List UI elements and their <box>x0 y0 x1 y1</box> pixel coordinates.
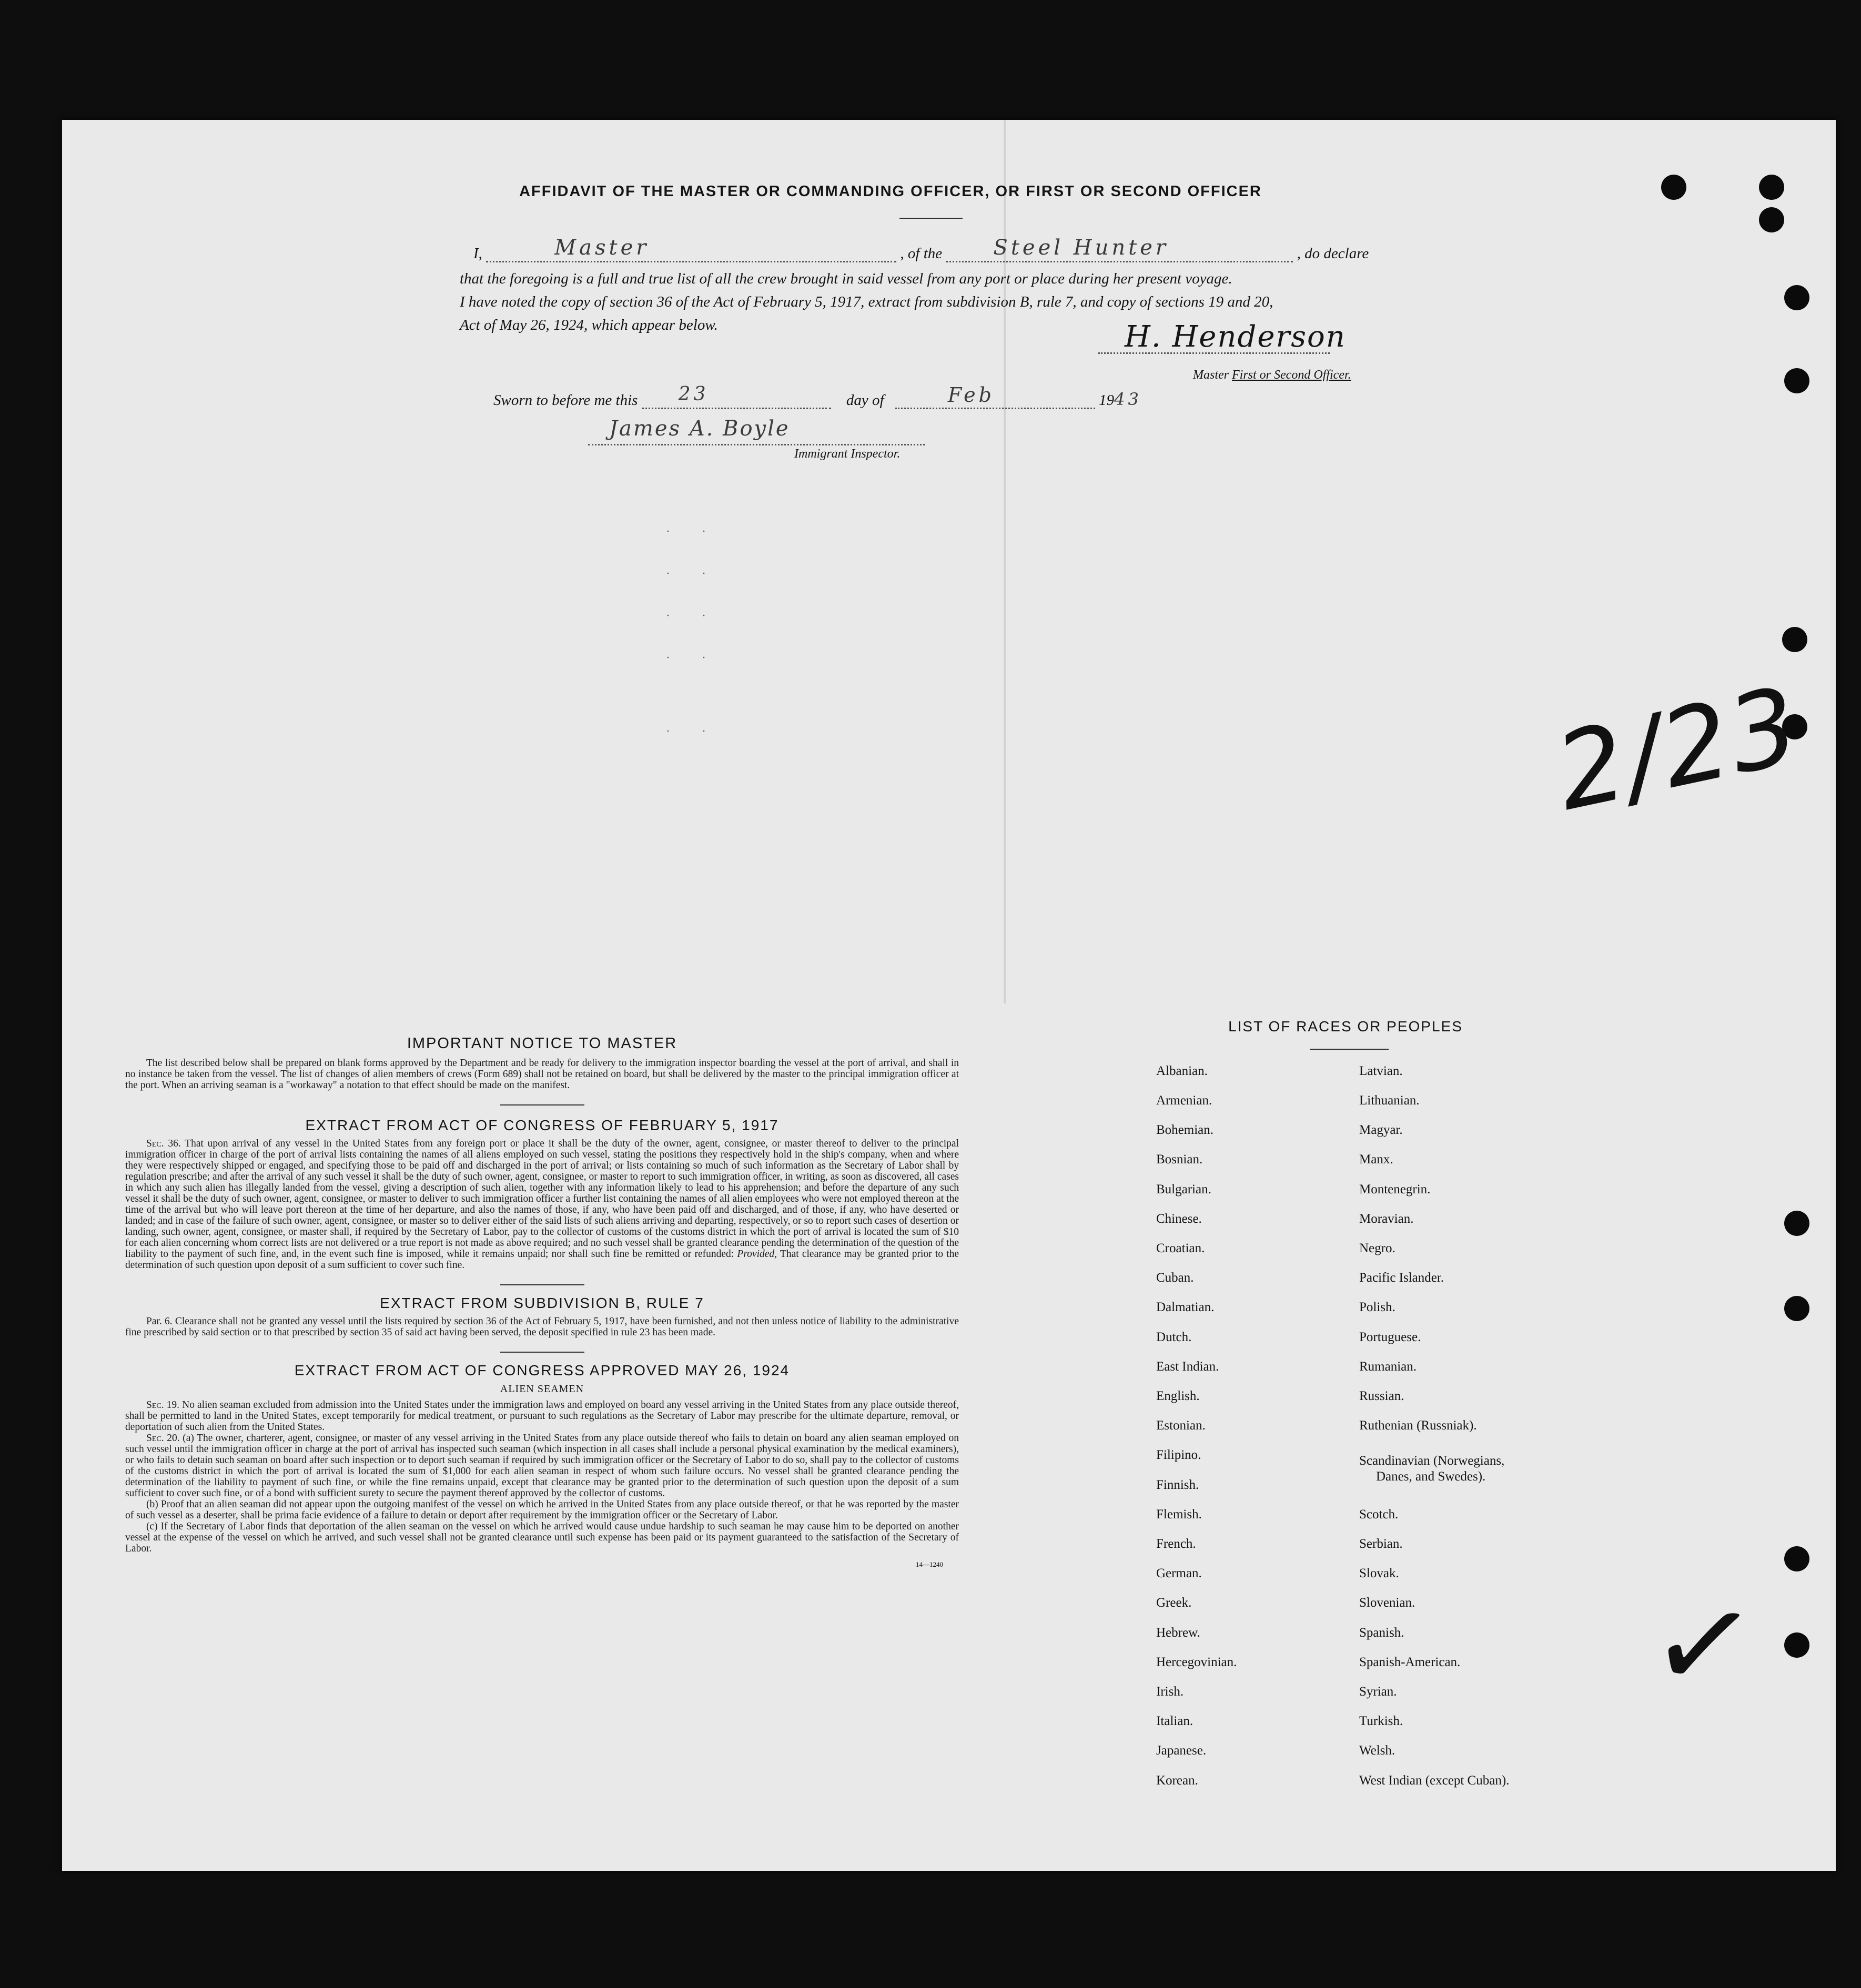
race-right-item: Ruthenian (Russniak). <box>1359 1418 1477 1433</box>
race-right-item: Danes, and Swedes). <box>1376 1469 1486 1484</box>
sec20a <box>125 1433 959 1499</box>
race-left-item: Irish. <box>1156 1685 1184 1699</box>
master-caption <box>1193 368 1351 382</box>
affidavit-title: AFFIDAVIT OF THE MASTER OR COMMANDING OFFICER, OR FIRST OR SECOND OFFICER <box>519 183 1262 200</box>
race-left-item: Croatian. <box>1156 1241 1205 1255</box>
of-the-label: , of the <box>900 245 943 262</box>
divider <box>899 218 963 219</box>
notice-title: IMPORTANT NOTICE TO MASTER <box>407 1035 677 1052</box>
punch-hole <box>1784 1211 1809 1236</box>
race-right-item: Turkish. <box>1359 1714 1403 1728</box>
speck: · · <box>666 609 706 623</box>
races-title: LIST OF RACES OR PEOPLES <box>1228 1018 1463 1034</box>
race-right-item: Negro. <box>1359 1241 1395 1255</box>
sec19 <box>125 1399 959 1433</box>
extract-rule7-title: EXTRACT FROM SUBDIVISION B, RULE 7 <box>380 1295 704 1311</box>
race-left-item: Flemish. <box>1156 1507 1202 1522</box>
punch-hole <box>1784 1296 1809 1321</box>
race-right-item: West Indian (except Cuban). <box>1359 1773 1510 1788</box>
affidavit-line4: Act of May 26, 1924, which appear below. <box>460 317 718 333</box>
sworn-day-field <box>642 383 831 409</box>
extract-1917-title: EXTRACT FROM ACT OF CONGRESS OF FEBRUARY 5, 1917 <box>305 1117 779 1133</box>
race-right-item: Serbian. <box>1359 1537 1403 1551</box>
speck: · · <box>666 725 706 738</box>
race-right-item: Spanish. <box>1359 1626 1404 1640</box>
race-left-item: Japanese. <box>1156 1743 1207 1758</box>
extract-1924-title: EXTRACT FROM ACT OF CONGRESS APPROVED MAY 26, 1924 <box>294 1362 790 1378</box>
sec20-label: Sec. 20. <box>146 1433 180 1444</box>
race-right-item: Russian. <box>1359 1389 1404 1403</box>
extract-rule7-body: Par. 6. Clearance shall not be granted any vessel until the lists required by section 36 of the Act of February 5, 1917, have been furnished, and not then unless notice of liability to the administrative fine prescribed by said section or to that prescribed by section 35 of said act having been served, the deposit specified in rule 23 has been made. <box>125 1316 959 1338</box>
margin-date-handwritten: 2/23 <box>1545 664 1811 835</box>
extract-1924-subtitle: ALIEN SEAMEN <box>500 1383 584 1395</box>
vessel-field <box>946 236 1293 262</box>
race-left-item: Estonian. <box>1156 1418 1206 1433</box>
race-right-item: Lithuanian. <box>1359 1093 1420 1108</box>
vessel-handwritten: Steel Hunter <box>993 236 1169 260</box>
name-handwritten: Master <box>554 236 650 260</box>
inspector-caption: Immigrant Inspector. <box>794 447 901 461</box>
master-caption-prefix: Master <box>1193 368 1229 382</box>
race-left-item: Greek. <box>1156 1596 1192 1610</box>
race-left-item: Hebrew. <box>1156 1626 1200 1640</box>
race-right-item: Portuguese. <box>1359 1330 1421 1344</box>
divider <box>500 1104 584 1105</box>
speck: · · <box>666 567 706 581</box>
race-right-item: Scandinavian (Norwegians, <box>1359 1454 1505 1468</box>
race-right-item: Slovenian. <box>1359 1596 1415 1610</box>
divider <box>1310 1049 1389 1050</box>
race-left-item: Dalmatian. <box>1156 1300 1215 1314</box>
inspector-line <box>588 444 925 445</box>
sec19-text: No alien seaman excluded from admission into the United States under the immigration laws and employed on board any vessel arriving in the United States from any place outside thereof, shall be permitted to land in the United States, except temporarily for medical treatment, or pursuant to such regulations as the Secretary of Labor may prescribe for the ultimate departure, removal, or deportation of such alien from the United States. <box>125 1399 959 1433</box>
race-right-item: Latvian. <box>1359 1064 1403 1078</box>
sec36-text: That upon arrival of any vessel in the United States from any foreign port or place it shall be the duty of the owner, agent, consignee, or master thereof to deliver to the principal immigration officer in charge of the port of arrival lists containing the names of all aliens employed on such vessel, stating the positions they respectively hold in the ship's company, when and where they were respectively shipped or engaged, and specifying those to be paid off and discharged in the port of arrival; or lists containing so much of such information as the Secretary of Labor shall by regulation prescribe; and after the arrival of any such vessel it shall be the duty of such owner, agent, consignee, or master to report to such immigration officer, in writing, as soon as discovered, all cases in which any such alien has illegally landed from the vessel, giving a description of such alien, together with any information likely to lead to his apprehension; and before the departure of any such vessel it shall be the duty of such owner, agent, consignee, or master to deliver to such immigration officer a further list containing the names of all alien employees who were not employed thereon at the time of the arrival but who will leave port thereon at the time of her departure, and also the names of those, if any, who have been paid off and discharged, and of those, if any, who have deserted or landed; and in case of the failure of such owner, agent, consignee, or master so to deliver either of the said lists of such aliens arriving and departing, respectively, or so to report such cases of desertion or landing, such owner, agent, consignee, or master shall, if required by the Secretary of Labor, pay to the collector of customs of the customs district in which the port of arrival is located the sum of $10 for each alien concerning whom correct lists are not delivered or a true report is not made as above required; and no such vessel shall be granted clearance pending the determination of the question of the liability to the payment of such fine, and, in the event such fine is imposed, while it remains unpaid; nor shall such fine be remitted or refunded: <box>125 1138 959 1260</box>
race-left-item: Bulgarian. <box>1156 1182 1211 1196</box>
race-right-item: Montenegrin. <box>1359 1182 1431 1196</box>
race-right-item: Welsh. <box>1359 1743 1395 1758</box>
inspector-signature: James A. Boyle <box>609 417 790 441</box>
race-left-item: Finnish. <box>1156 1478 1199 1492</box>
i-label: I, <box>473 245 482 262</box>
sec36-text-end: That clearance may be granted prior to the determination of such question upon deposit of a sum sufficient to cover such fine. <box>125 1249 959 1271</box>
sworn-label: Sworn to before me this <box>493 392 638 409</box>
race-left-item: German. <box>1156 1566 1202 1580</box>
race-left-item: Cuban. <box>1156 1271 1194 1285</box>
provided-label: Provided, <box>737 1249 777 1260</box>
divider <box>500 1284 584 1285</box>
race-left-item: Albanian. <box>1156 1064 1208 1078</box>
speck: · · <box>666 525 706 539</box>
sec36-label: Sec. 36. <box>146 1138 181 1149</box>
affidavit-line3: I have noted the copy of section 36 of the Act of February 5, 1917, extract from subdivision B, rule 7, and copy of sections 19 and 20, <box>460 293 1273 310</box>
divider <box>500 1352 584 1353</box>
race-left-item: English. <box>1156 1389 1200 1403</box>
master-signature-block <box>1098 320 1466 362</box>
sworn-day-handwritten: 23 <box>678 383 709 405</box>
sworn-month-handwritten: Feb <box>947 383 995 407</box>
race-right-item: Manx. <box>1359 1152 1393 1167</box>
race-left-item: Bohemian. <box>1156 1123 1214 1137</box>
year-handwritten: 43 <box>1114 389 1142 409</box>
notice-column <box>125 1035 959 1569</box>
race-left-item: French. <box>1156 1537 1196 1551</box>
race-right-item: Scotch. <box>1359 1507 1399 1522</box>
signature-line <box>1098 352 1330 354</box>
day-of-label: day of <box>846 392 884 409</box>
punch-hole <box>1784 1546 1809 1571</box>
sworn-line <box>493 383 1293 409</box>
sec20b: (b) Proof that an alien seaman did not appear upon the outgoing manifest of the vessel on which he arrived in the United States from any place outside thereof, or that he was reported by the master of such vessel as a deserter, shall be prima facie evidence of a failure to detain or deport after requirement by the immigration officer or the Secretary of Labor. <box>125 1499 959 1521</box>
punch-hole <box>1782 627 1807 652</box>
race-left-item: Chinese. <box>1156 1212 1202 1226</box>
form-number: 14—1240 <box>916 1560 943 1568</box>
sec20a-text: (a) The owner, charterer, agent, consignee, or master of any vessel arriving in the United States from any place outside thereof who fails to detain on board any alien seaman employed on such vessel until the immigration officer in charge at the port of arrival has inspected such seaman (which inspection in all cases shall include a personal physical examination by the medical examiners), or who fails to detain such seaman on board after such inspection or to deport such seaman if required by such immigration officer or the Secretary of Labor to do so, shall pay to the collector of customs of the customs district in which the port of arrival is located the sum of $1,000 for each alien seaman in respect of whom such failure occurs. No vessel shall be granted clearance pending the determination of the liability to payment of such fine, or while the fine remains unpaid, except that clearance may be granted prior to the determination of such question upon the deposit of a sum sufficient to cover such fine, or of a bond with sufficient surety to secure the payment thereof approved by the collector of customs. <box>125 1433 959 1499</box>
punch-hole <box>1759 207 1784 232</box>
year-prefix: 19 <box>1099 392 1115 409</box>
sworn-month-field <box>895 383 1095 409</box>
race-left-item: Bosnian. <box>1156 1152 1203 1167</box>
master-caption-struck: First or Second Officer. <box>1232 368 1351 382</box>
punch-hole <box>1784 1632 1809 1658</box>
speck: · · <box>666 651 706 665</box>
race-right-item: Slovak. <box>1359 1566 1399 1580</box>
race-right-item: Syrian. <box>1359 1685 1397 1699</box>
race-right-item: Pacific Islander. <box>1359 1271 1444 1285</box>
race-left-item: Filipino. <box>1156 1448 1201 1462</box>
affidavit-line2: that the foregoing is a full and true list of all the crew brought in said vessel from any port or place during her present voyage. <box>460 270 1232 287</box>
punch-hole <box>1784 285 1809 310</box>
sec20c: (c) If the Secretary of Labor finds that deportation of the alien seaman on the vessel on which he arrived would cause undue hardship to such seaman he may cause him to be deported on another vessel at the expense of the vessel on which he arrived, and such vessel shall not be granted clearance until such expense has been paid or its payment guaranteed to the satisfaction of the Secretary of Labor. <box>125 1521 959 1554</box>
extract-1917-body <box>125 1138 959 1271</box>
race-right-item: Spanish-American. <box>1359 1655 1461 1669</box>
race-left-item: Italian. <box>1156 1714 1194 1728</box>
affidavit-line1 <box>473 236 1504 262</box>
punch-hole <box>1759 175 1784 200</box>
race-left-item: Armenian. <box>1156 1093 1212 1108</box>
race-right-item: Moravian. <box>1359 1212 1414 1226</box>
notice-body: The list described below shall be prepared on blank forms approved by the Department and be ready for delivery to the immigration inspector boarding the vessel at the port of arrival, and shall in no instance be taken from the vessel. The list of changes of alien members of crews (Form 689) shall not be retained on board, but shall be delivered by the master to the principal immigration officer at the port. When an arriving seaman is a "workaway" a notation to that effect should be made on the manifest. <box>125 1058 959 1091</box>
race-left-item: Korean. <box>1156 1773 1198 1788</box>
master-signature: H. Henderson <box>1125 320 1346 354</box>
document-sheet <box>62 120 1836 1871</box>
check-mark: ✓ <box>1641 1565 1766 1726</box>
sec19-label: Sec. 19. <box>146 1399 180 1411</box>
punch-hole <box>1784 368 1809 393</box>
do-declare-label: , do declare <box>1297 245 1369 262</box>
race-right-item: Polish. <box>1359 1300 1395 1314</box>
race-left-item: Hercegovinian. <box>1156 1655 1237 1669</box>
race-left-item: Dutch. <box>1156 1330 1192 1344</box>
race-right-item: Rumanian. <box>1359 1360 1417 1374</box>
race-left-item: East Indian. <box>1156 1360 1219 1374</box>
name-field <box>486 236 896 262</box>
race-right-item: Magyar. <box>1359 1123 1403 1137</box>
